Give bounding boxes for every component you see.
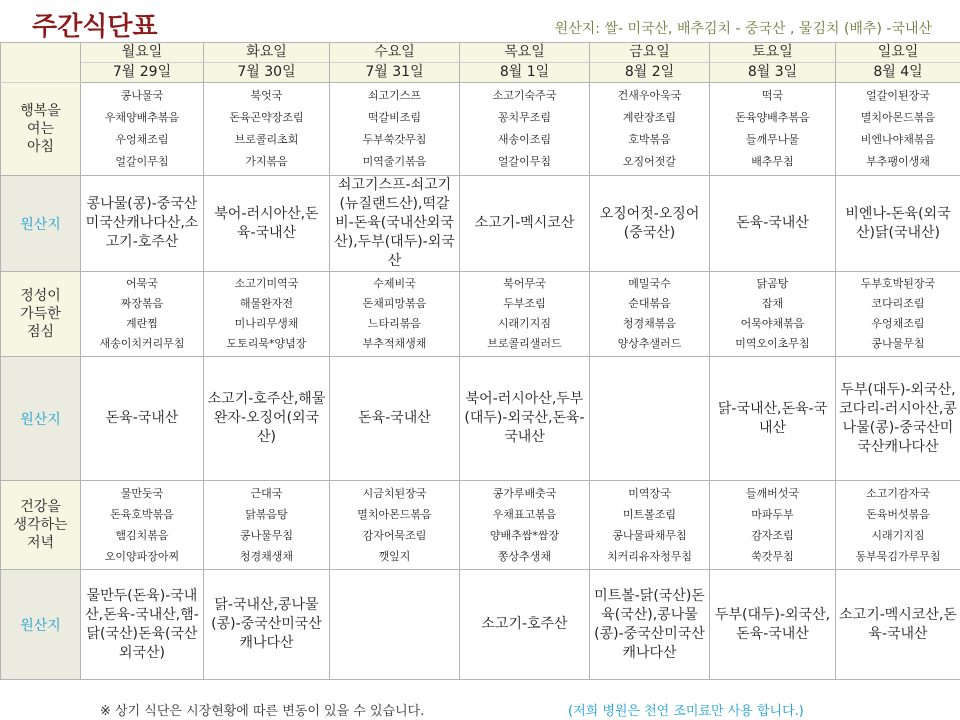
menu-item: 치커리유자청무침 (606, 549, 692, 563)
origin-cell (836, 357, 960, 481)
menu-item: 돈채피망볶음 (362, 297, 427, 310)
date-header: 8월 1일 (460, 63, 590, 83)
menu-item: 들깨버섯국 (745, 486, 800, 500)
origin-cell (330, 357, 460, 481)
menu-cell (460, 83, 590, 176)
menu-item: 들깨무나물 (745, 133, 800, 146)
menu-cell (204, 481, 330, 570)
menu-item: 햄김치볶음 (115, 528, 169, 542)
menu-item: 쑥갓무침 (751, 549, 794, 563)
menu-item: 메밀국수 (628, 277, 671, 290)
day-header: 목요일 (460, 43, 590, 63)
menu-item: 소고기미역국 (234, 277, 299, 290)
menu-item: 북어무국 (503, 277, 546, 290)
page-title: 주간식단표 (32, 12, 158, 42)
menu-item: 오징어젓갈 (622, 155, 677, 168)
menu-item: 청경채생채 (239, 549, 294, 563)
menu-item: 돈육곤약장조림 (229, 111, 304, 124)
menu-item: 순대볶음 (628, 297, 671, 310)
menu-item: 오이양파장아찌 (104, 549, 180, 563)
origin-text: 쇠고기스프-쇠고기(뉴질랜드산),떡갈비-돈육(국내산외국산),두부(대두)-외국산 (334, 177, 455, 269)
origin-text: 콩나물(콩)-중국산미국산캐나다산,소고기-호주산 (85, 196, 199, 250)
footer-msg-notice: (저희 병원은 천연 조미료만 사용 합니다.) (568, 704, 804, 719)
weekly-menu-table (0, 42, 960, 680)
day-header: 월요일 (81, 43, 204, 63)
menu-item: 가지볶음 (245, 155, 288, 168)
menu-cell (330, 481, 460, 570)
origin-cell (81, 176, 204, 272)
day-header: 토요일 (710, 43, 836, 63)
menu-item: 짜장볶음 (120, 297, 164, 310)
menu-cell (330, 83, 460, 176)
menu-cell (710, 272, 836, 357)
menu-cell (710, 83, 836, 176)
menu-cell (836, 83, 960, 176)
menu-item: 도토리묵*양념장 (226, 337, 307, 350)
menu-item: 콩나물파채무침 (612, 528, 687, 542)
menu-item: 얼갈이무침 (115, 155, 169, 168)
origin-cell (836, 570, 960, 680)
menu-item: 호박볶음 (628, 133, 671, 146)
origin-text: 소고기-호주산,해물완자-오징어(외국산) (207, 391, 326, 445)
menu-item: 감자조림 (751, 528, 794, 542)
menu-item: 얼갈이무침 (497, 155, 552, 168)
menu-item: 콩가루배춧국 (492, 486, 557, 500)
date-header: 7월 30일 (204, 63, 330, 83)
meal-label: 정성이 가득한 점심 (1, 272, 81, 357)
menu-item: 비엔나야채볶음 (860, 133, 936, 146)
origin-text: 돈육-국내산 (358, 410, 431, 426)
menu-item: 수제비국 (373, 277, 416, 290)
menu-item: 잡채 (761, 297, 784, 310)
menu-item: 닭볶음탕 (245, 507, 288, 521)
origin-cell (836, 176, 960, 272)
origin-cell (204, 357, 330, 481)
origin-label: 원산지 (1, 176, 81, 272)
origin-text: 돈육-국내산 (736, 215, 809, 231)
day-header: 금요일 (590, 43, 710, 63)
menu-item: 새송이조림 (497, 133, 552, 146)
menu-item: 동부묵김가루무침 (855, 549, 941, 563)
date-header: 8월 2일 (590, 63, 710, 83)
menu-item: 건새우아욱국 (617, 89, 682, 102)
meal-label: 건강을 생각하는 저녁 (1, 481, 81, 570)
menu-item: 새송이치커리무침 (99, 337, 185, 350)
header-corner (1, 43, 81, 83)
menu-item: 북엇국 (250, 89, 283, 102)
menu-cell (590, 272, 710, 357)
day-header: 화요일 (204, 43, 330, 63)
menu-cell (204, 272, 330, 357)
origin-cell (204, 176, 330, 272)
menu-item: 소고기감자국 (866, 486, 930, 500)
menu-item: 시금치된장국 (362, 486, 427, 500)
menu-item: 근대국 (250, 486, 283, 500)
footer-change-notice: ※ 상기 식단은 시장현황에 따른 변동이 있을 수 있습니다. (100, 704, 425, 719)
menu-item: 돈육호박볶음 (110, 507, 174, 521)
menu-cell (81, 481, 204, 570)
menu-item: 해물완자전 (239, 297, 294, 310)
origin-text: 닭-국내산,콩나물(콩)-중국산미국산캐나다산 (211, 597, 322, 651)
menu-item: 콩나물국 (120, 89, 164, 102)
date-header: 8월 3일 (710, 63, 836, 83)
menu-cell (710, 481, 836, 570)
menu-item: 어묵야채볶음 (740, 317, 805, 330)
menu-item: 콩나물무침 (239, 528, 294, 542)
menu-cell (590, 83, 710, 176)
menu-item: 우채표고볶음 (492, 507, 557, 521)
origin-cell (460, 357, 590, 481)
rice-kimchi-origin-notice: 원산지: 쌀- 미국산, 배추김치 - 중국산 , 물김치 (배추) -국내산 (554, 21, 932, 37)
menu-item: 미트볼조림 (622, 507, 677, 521)
menu-item: 계란장조림 (622, 111, 677, 124)
menu-item: 미역줄기볶음 (362, 155, 427, 168)
origin-cell (590, 176, 710, 272)
menu-item: 멸치아몬드볶음 (860, 111, 936, 124)
menu-item: 쇠고기스프 (367, 89, 422, 102)
origin-cell (710, 357, 836, 481)
menu-cell (460, 481, 590, 570)
menu-item: 꽁치무조림 (497, 111, 552, 124)
menu-cell (590, 481, 710, 570)
origin-cell (590, 357, 710, 481)
origin-cell (81, 570, 204, 680)
menu-item: 청경채볶음 (622, 317, 677, 330)
menu-item: 깻잎지 (378, 549, 411, 563)
origin-text: 두부(대두)-외국산,돈육-국내산 (714, 606, 831, 642)
menu-item: 소고기숙주국 (492, 89, 557, 102)
origin-label: 원산지 (1, 570, 81, 680)
menu-item: 부추적채생채 (362, 337, 427, 350)
origin-cell (460, 176, 590, 272)
menu-item: 돈육버섯볶음 (866, 507, 930, 521)
menu-item: 물만둣국 (120, 486, 164, 500)
menu-item: 우엉채조림 (115, 133, 169, 146)
menu-item: 시래기지짐 (497, 317, 552, 330)
menu-cell (81, 272, 204, 357)
origin-text: 돈육-국내산 (105, 410, 179, 426)
menu-item: 브로콜리초회 (234, 133, 299, 146)
menu-item: 떡갈비조림 (367, 111, 422, 124)
origin-cell (460, 570, 590, 680)
date-header: 7월 31일 (330, 63, 460, 83)
menu-item: 얼갈이된장국 (866, 89, 930, 102)
menu-item: 닭곰탕 (756, 277, 789, 290)
origin-label: 원산지 (1, 357, 81, 481)
menu-item: 두부호박된장국 (860, 277, 936, 290)
meal-label: 행복을 여는 아침 (1, 83, 81, 176)
menu-item: 쫑상추생채 (497, 549, 552, 563)
menu-item: 배추무침 (751, 155, 794, 168)
menu-item: 미나리무생채 (234, 317, 299, 330)
menu-item: 미역장국 (628, 486, 671, 500)
menu-cell (836, 272, 960, 357)
origin-text: 오징어젓-오징어(중국산) (599, 205, 700, 241)
menu-cell (836, 481, 960, 570)
origin-cell (710, 176, 836, 272)
menu-item: 돈육양배추볶음 (735, 111, 810, 124)
origin-text: 소고기-멕시코산 (474, 215, 575, 231)
origin-text: 북어-러시아산,두부(대두)-외국산,돈육-국내산 (464, 391, 585, 445)
menu-item: 브로콜리샐러드 (487, 337, 562, 350)
menu-item: 콩나물무침 (871, 337, 925, 350)
origin-cell (204, 570, 330, 680)
menu-item: 감자어묵조림 (362, 528, 427, 542)
menu-item: 양상추샐러드 (617, 337, 682, 350)
origin-text: 소고기-멕시코산,돈육-국내산 (839, 606, 957, 642)
origin-text: 비엔나-돈육(외국산)닭(국내산) (845, 205, 951, 241)
origin-text: 닭-국내산,돈육-국내산 (717, 400, 828, 436)
origin-text: 두부(대두)-외국산,코다리-러시아산,콩나물(콩)-중국산미국산캐나다산 (839, 381, 957, 455)
origin-text: 미트볼-닭(국산)돈육(국산),콩나물(콩)-중국산미국산캐나다산 (594, 587, 705, 661)
date-header: 8월 4일 (836, 63, 960, 83)
origin-text: 소고기-호주산 (481, 616, 568, 632)
origin-text: 물만두(돈육)-국내산,돈육-국내산,햄-닭(국산)돈육(국산외국산) (85, 587, 199, 661)
menu-item: 양배추쌈*쌈장 (489, 528, 560, 542)
menu-cell (460, 272, 590, 357)
menu-cell (330, 272, 460, 357)
menu-item: 마파두부 (751, 507, 794, 521)
menu-item: 우채양배추볶음 (104, 111, 180, 124)
day-header: 수요일 (330, 43, 460, 63)
origin-cell (590, 570, 710, 680)
menu-cell (204, 83, 330, 176)
origin-cell (81, 357, 204, 481)
origin-text: 북어-러시아산,돈육-국내산 (214, 205, 319, 241)
menu-item: 코다리조림 (871, 297, 925, 310)
origin-cell (710, 570, 836, 680)
menu-item: 계란찜 (126, 317, 158, 330)
day-header: 일요일 (836, 43, 960, 63)
menu-item: 어묵국 (126, 277, 158, 290)
menu-item: 느타리볶음 (367, 317, 422, 330)
origin-cell (330, 176, 460, 272)
menu-item: 멸치아몬드볶음 (357, 507, 432, 521)
menu-item: 두부조림 (503, 297, 546, 310)
menu-cell (81, 83, 204, 176)
menu-item: 시래기지짐 (871, 528, 925, 542)
menu-item: 떡국 (761, 89, 784, 102)
menu-item: 두부쑥갓무침 (362, 133, 427, 146)
menu-item: 부추팽이생채 (866, 155, 930, 168)
origin-cell (330, 570, 460, 680)
menu-item: 우엉채조림 (871, 317, 925, 330)
menu-item: 미역오이초무침 (735, 337, 810, 350)
date-header: 7월 29일 (81, 63, 204, 83)
